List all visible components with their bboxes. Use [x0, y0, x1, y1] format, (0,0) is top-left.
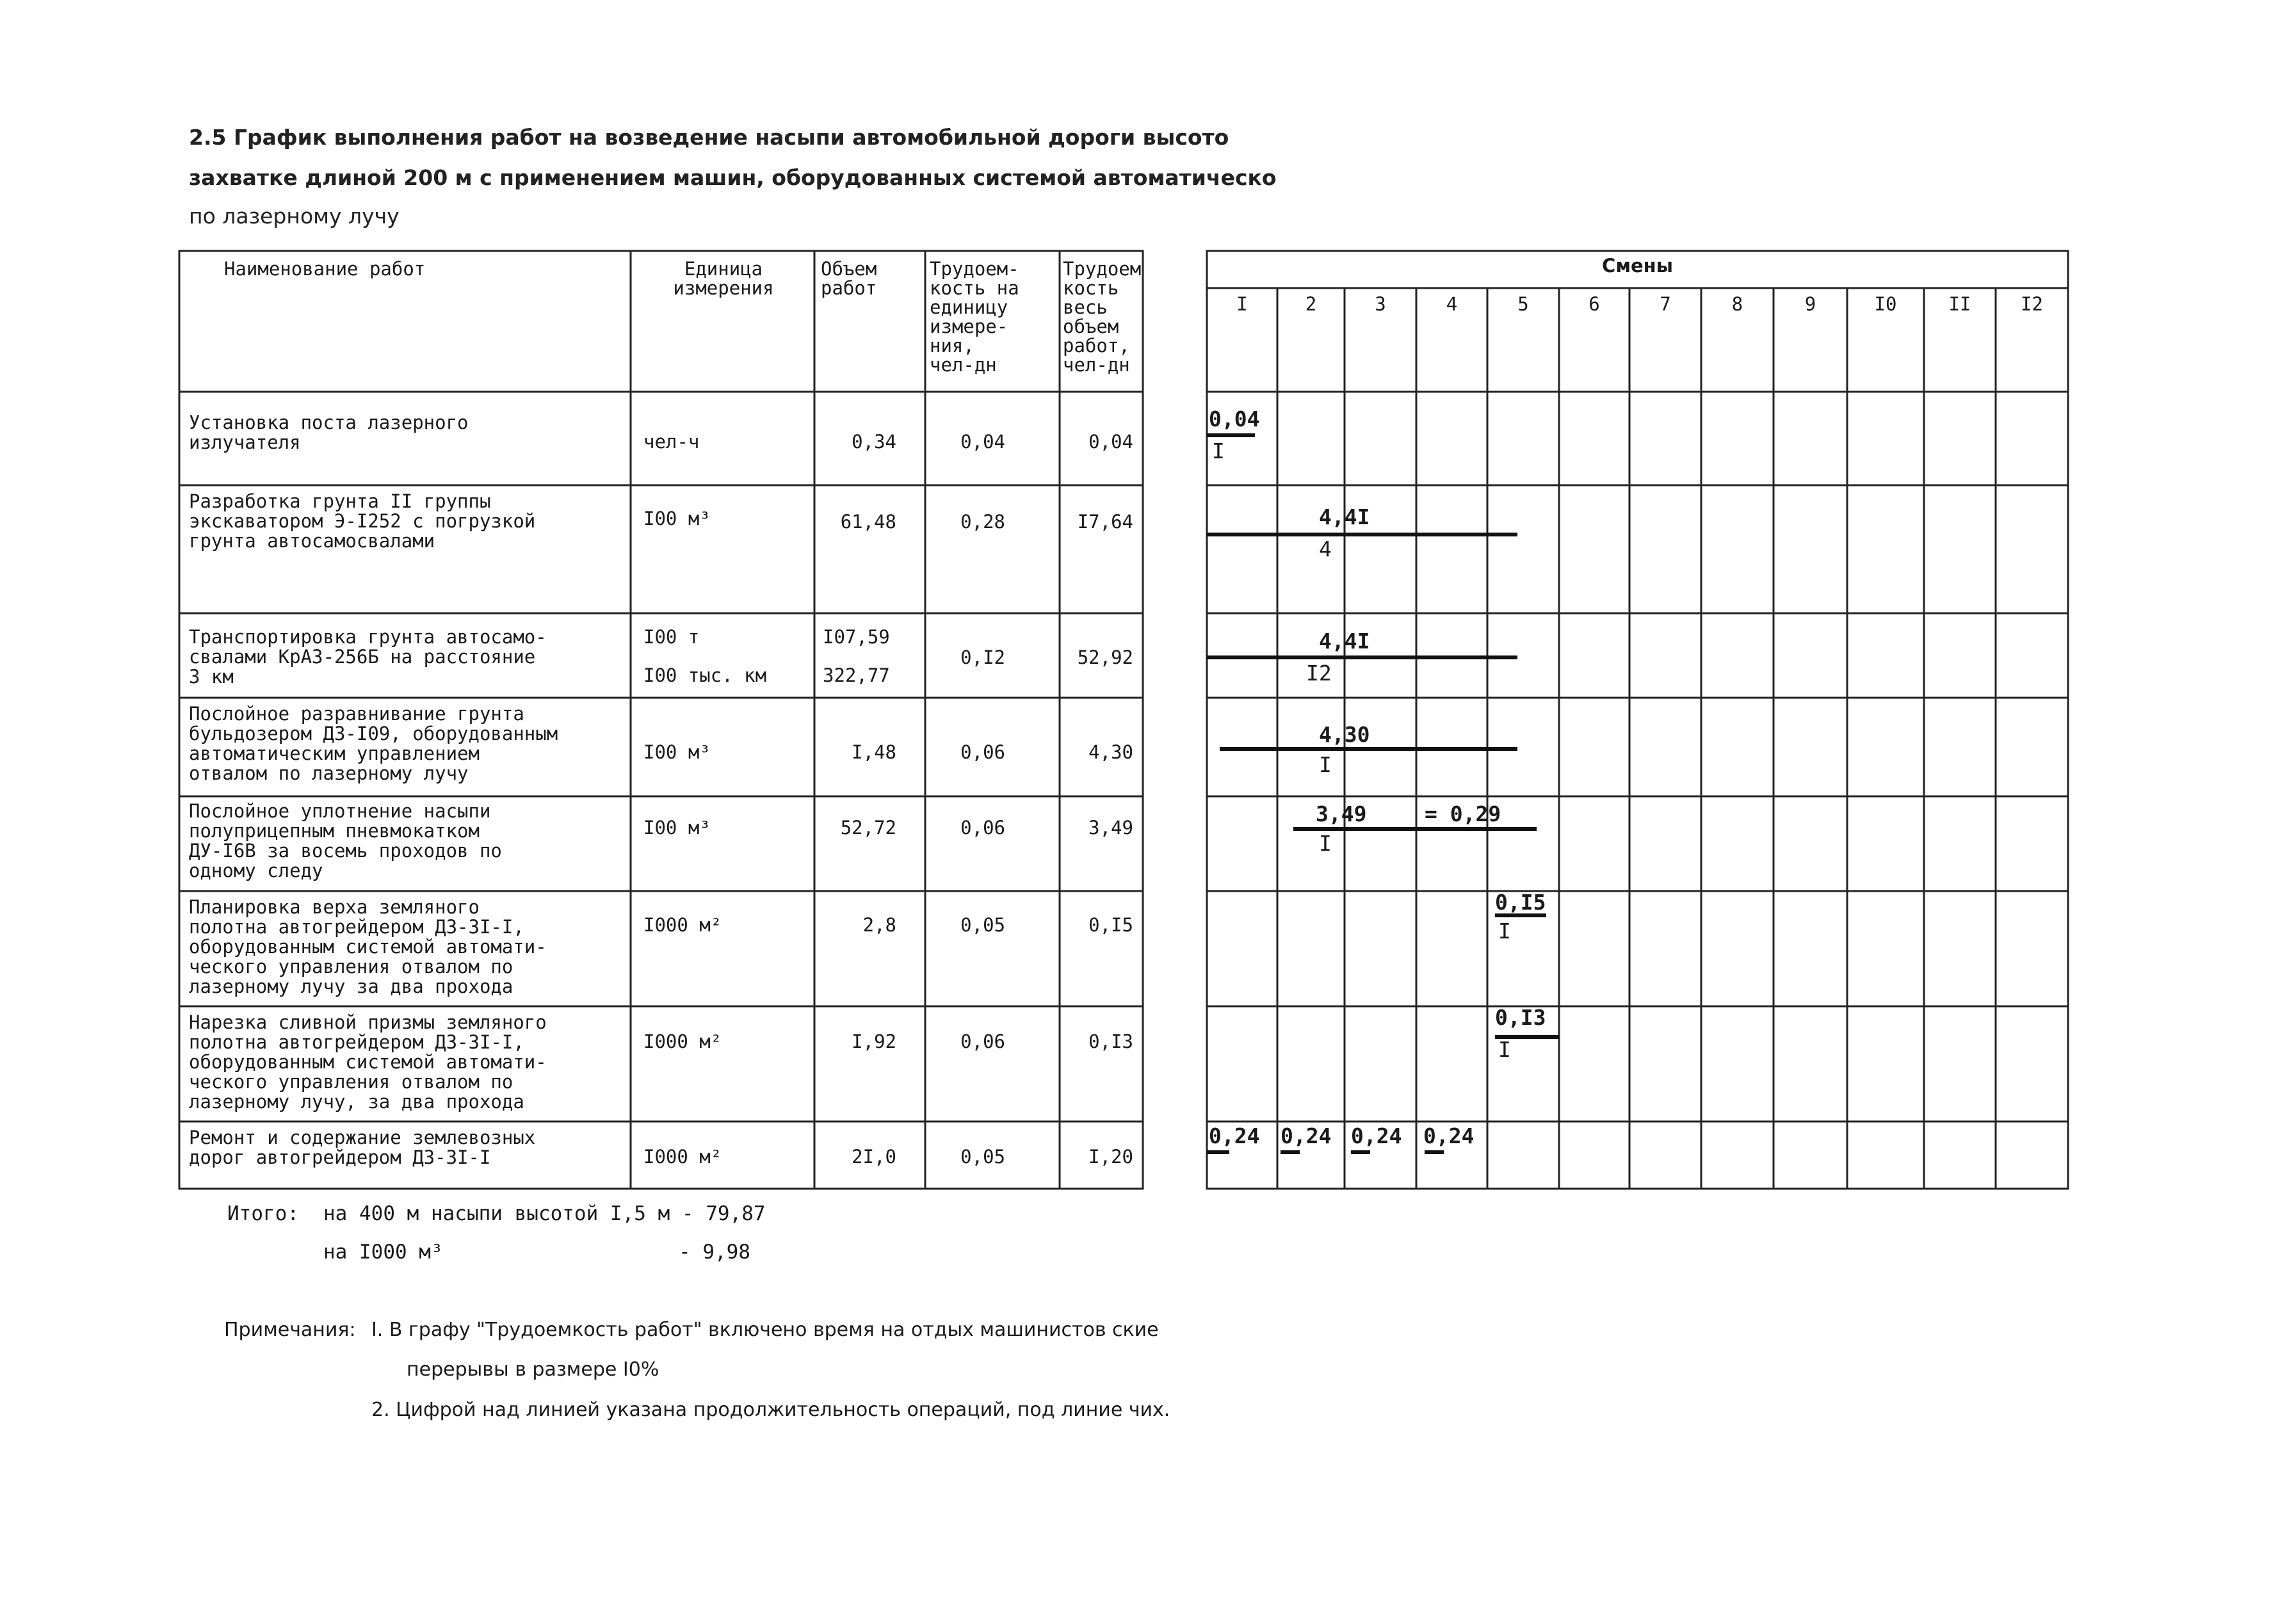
- row-6-volume: 2,8: [862, 915, 896, 935]
- row-3-unit: I00 т: [643, 627, 700, 647]
- shift-number: 4: [1446, 294, 1458, 314]
- totals-line-1: на 400 м насыпи высотой I,5 м - 79,87: [323, 1202, 766, 1225]
- row-3-volume: I07,59: [823, 627, 890, 647]
- row-8-volume: 2I,0: [852, 1147, 896, 1167]
- row-7-name: Нарезка сливной призмы земляного полотна автогрейдером ДЗ-3I-I, оборудованным системой автомати- ческого управления отвалом по лазерному лучу, за два прохода: [189, 1013, 547, 1112]
- row-3-unit-2: I00 тыс. км: [643, 666, 767, 686]
- document-title-line-1: 2.5 График выполнения работ на возведение насыпи автомобильной дороги высото: [189, 125, 1229, 150]
- totals-line-2: на I000 м³: [323, 1241, 443, 1264]
- row-4-unit: I00 м³: [643, 743, 711, 762]
- row-1-name: Установка поста лазерного излучателя: [189, 413, 469, 453]
- row-1-labor-total: 0,04: [1088, 432, 1133, 452]
- row-5-labor-total: 3,49: [1088, 818, 1133, 838]
- row-5-unit: I00 м³: [643, 818, 711, 838]
- row-5-volume: 52,72: [840, 818, 896, 838]
- bar-row-8-shift-2: 0,24: [1281, 1123, 1332, 1148]
- bar-row-1-count: I: [1212, 438, 1225, 463]
- row-5-labor-unit: 0,06: [960, 818, 1005, 838]
- row-3-labor-total: 52,92: [1077, 648, 1133, 668]
- totals-line-2-value: - 9,98: [679, 1241, 750, 1264]
- row-7-labor-total: 0,I3: [1088, 1032, 1133, 1052]
- shift-number: 8: [1731, 294, 1743, 314]
- shift-number: I2: [2021, 294, 2043, 314]
- row-6-labor-unit: 0,05: [960, 915, 1005, 935]
- bar-row-5-count: I: [1319, 831, 1332, 856]
- note-1a: I. В графу "Трудоемкость работ" включено время на отдых машинистов ские: [371, 1319, 1159, 1341]
- bar-row-8-shift-1: 0,24: [1209, 1123, 1260, 1148]
- shift-number: I0: [1874, 294, 1897, 314]
- row-4-name: Послойное разравнивание грунта бульдозером ДЗ-I09, оборудованным автоматическим управлением отвалом по лазерному лучу: [189, 704, 558, 784]
- row-1-volume: 0,34: [852, 432, 896, 452]
- bar-row-5-extra: = 0,29: [1425, 801, 1501, 826]
- header-name: Наименование работ: [224, 259, 426, 278]
- row-3-volume-2: 322,77: [823, 666, 890, 686]
- header-volume: Объем работ: [821, 259, 877, 298]
- row-2-labor-total: I7,64: [1077, 512, 1133, 532]
- row-7-labor-unit: 0,06: [960, 1032, 1005, 1052]
- bar-row-8-shift-4: 0,24: [1423, 1123, 1475, 1148]
- bar-row-3-duration: 4,4I: [1319, 629, 1370, 654]
- shift-number: 3: [1375, 294, 1386, 314]
- row-5-name: Послойное уплотнение насыпи полуприцепным пневмокатком ДУ-I6В за восемь проходов по одному следу: [189, 801, 502, 881]
- shift-number: 9: [1804, 294, 1816, 314]
- shift-number: I: [1236, 294, 1248, 314]
- row-2-labor-unit: 0,28: [960, 512, 1005, 532]
- shift-number: 2: [1305, 294, 1317, 314]
- row-8-labor-total: I,20: [1088, 1147, 1133, 1167]
- row-3-labor-unit: 0,I2: [960, 648, 1005, 668]
- note-2: 2. Цифрой над линией указана продолжительность операций, под линие чих.: [371, 1399, 1170, 1421]
- row-4-labor-total: 4,30: [1088, 743, 1133, 762]
- document-title-line-3: по лазерному лучу: [189, 204, 400, 229]
- bar-row-4-duration: 4,30: [1319, 722, 1370, 747]
- bar-row-1-duration: 0,04: [1209, 406, 1260, 431]
- header-unit: Единица измерения: [673, 259, 774, 298]
- bar-row-2-count: 4: [1319, 536, 1332, 561]
- row-7-volume: I,92: [852, 1032, 896, 1052]
- bar-row-4-count: I: [1319, 752, 1332, 777]
- shift-number: II: [1948, 294, 1971, 314]
- notes-label: Примечания:: [224, 1319, 356, 1341]
- row-8-unit: I000 м²: [643, 1147, 722, 1167]
- row-4-labor-unit: 0,06: [960, 743, 1005, 762]
- shift-number: 7: [1660, 294, 1671, 314]
- bar-row-2-duration: 4,4I: [1319, 504, 1370, 529]
- row-1-labor-unit: 0,04: [960, 432, 1005, 452]
- row-6-labor-total: 0,I5: [1088, 915, 1133, 935]
- row-2-unit: I00 м³: [643, 509, 711, 529]
- row-2-name: Разработка грунта II группы экскаватором Э-I252 с погрузкой грунта автосамосвалами: [189, 492, 536, 551]
- bar-row-8-shift-3: 0,24: [1351, 1123, 1402, 1148]
- row-8-name: Ремонт и содержание землевозных дорог автогрейдером ДЗ-3I-I: [189, 1128, 536, 1168]
- header-labor-unit: Трудоем- кость на единицу измере- ния, чел-дн: [930, 259, 1019, 374]
- bar-row-5-duration: 3,49: [1316, 801, 1367, 826]
- row-6-unit: I000 м²: [643, 915, 722, 935]
- bar-row-6-count: I: [1498, 919, 1511, 944]
- header-labor-total: Трудоем кость весь объем работ, чел-дн: [1063, 259, 1141, 374]
- row-6-name: Планировка верха земляного полотна автогрейдером ДЗ-3I-I, оборудованным системой автомати- ческого управления отвалом по лазерному лучу за два прохода: [189, 897, 547, 997]
- row-3-name: Транспортировка грунта автосамо- свалами КрАЗ-256Б на расстояние 3 км: [189, 627, 547, 687]
- document-title-line-2: захватке длиной 200 м с применением машин, оборудованных системой автоматическо: [189, 165, 1277, 190]
- bar-row-6-duration: 0,I5: [1495, 890, 1546, 915]
- bar-row-3-count: I2: [1306, 661, 1332, 686]
- bar-row-7-duration: 0,I3: [1495, 1005, 1546, 1030]
- note-1b: перерывы в размере I0%: [407, 1358, 659, 1381]
- row-1-unit: чел-ч: [643, 432, 700, 452]
- shift-number: 6: [1588, 294, 1600, 314]
- row-4-volume: I,48: [852, 743, 896, 762]
- header-shifts: Смены: [1602, 256, 1673, 275]
- row-7-unit: I000 м²: [643, 1032, 722, 1052]
- row-2-volume: 61,48: [840, 512, 896, 532]
- shift-number: 5: [1517, 294, 1529, 314]
- totals-label: Итого:: [227, 1202, 299, 1225]
- bar-row-7-count: I: [1498, 1037, 1511, 1062]
- row-8-labor-unit: 0,05: [960, 1147, 1005, 1167]
